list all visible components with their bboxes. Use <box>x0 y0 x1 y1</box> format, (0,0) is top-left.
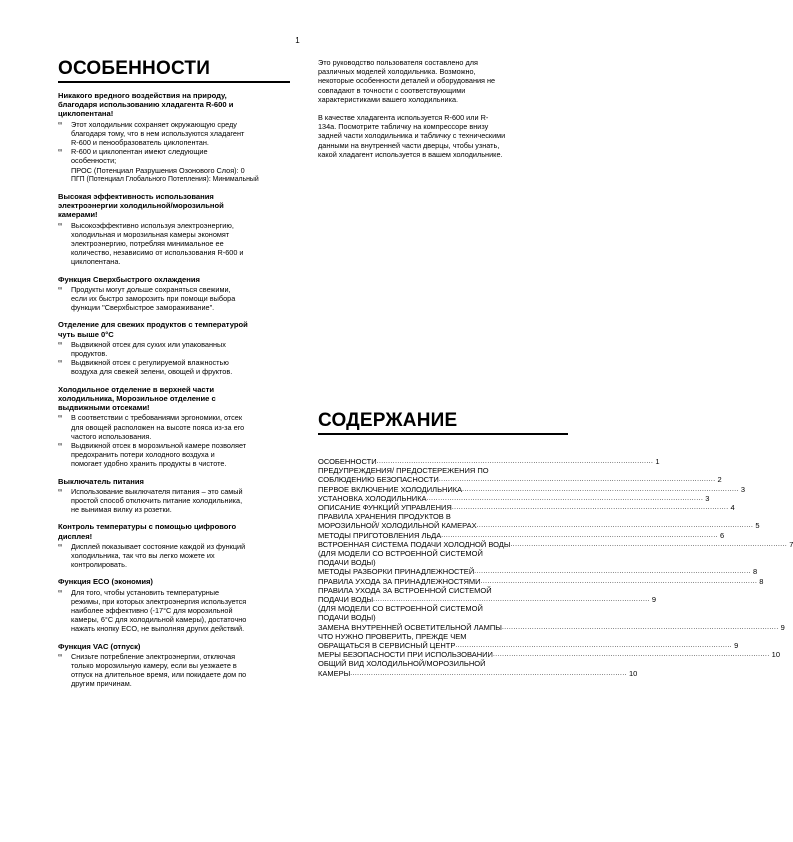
bullet-line: Снизьте потребление электроэнергии, отключая <box>71 651 236 661</box>
feature-title-line: благодаря использованию хладагента R-600 и <box>58 100 234 110</box>
toc-page-number: 4 <box>730 503 735 513</box>
features-heading: ОСОБЕННОСТИ <box>58 58 211 79</box>
feature-title-line: Функция ECO (экономия) <box>58 577 153 587</box>
intro-column <box>318 58 556 168</box>
toc-leader-dots: ........................................................................................................................ <box>376 458 654 465</box>
bullet-item <box>58 441 290 469</box>
features-sections <box>58 91 290 689</box>
intro-line: различных моделей холодильника. Возможно, <box>318 67 476 77</box>
toc-page-number: 8 <box>752 567 758 577</box>
toc-leader-dots: ........................................................................................................................ <box>510 540 788 548</box>
feature-title-line: Функция Сверхбыстрого охлаждения <box>58 274 200 284</box>
feature-title <box>58 642 290 651</box>
feature-title-line: выдвижными отсеками! <box>58 403 150 413</box>
bullet-line: для овощей расположен на высоте пояса из-за его <box>71 422 245 432</box>
toc-last-line <box>318 539 793 549</box>
toc-page-number: 9 <box>651 595 657 605</box>
feature-section <box>58 91 290 184</box>
toc-page-number: 7 <box>789 539 793 549</box>
toc-last-line <box>318 641 739 651</box>
toc-entry <box>318 512 760 531</box>
toc-page-number: 8 <box>759 576 764 586</box>
toc-entry <box>318 622 785 632</box>
toc-leader-dots: ........................................................................................................................ <box>480 577 758 585</box>
toc-entry-text: МЕРЫ БЕЗОПАСНОСТИ ПРИ ИСПОЛЬЗОВАНИИ <box>318 650 493 660</box>
bullet-line: только морозильную камеру, если вы уезжаете в <box>71 660 237 670</box>
toc-entry <box>318 650 781 660</box>
bullet-item <box>58 542 290 570</box>
bullet-line: Выдвижной отсек для сухих или упакованных <box>71 339 226 349</box>
bullet-icon: ∞ <box>58 340 63 347</box>
toc-entry-text: (ДЛЯ МОДЕЛИ СО ВСТРОЕННОЙ СИСТЕМОЙ <box>318 604 483 614</box>
toc-last-line <box>318 622 785 632</box>
toc-leader-dots: ........................................................................................................................ <box>451 504 729 512</box>
bullet-line: циклопентана. <box>71 257 121 267</box>
toc-entry-text: ЗАМЕНА ВНУТРЕННЕЙ ОСВЕТИТЕЛЬНОЙ ЛАМПЫ <box>318 622 502 632</box>
bullet-item <box>58 147 290 165</box>
toc-leader-dots: ........................................................................................................................ <box>426 494 704 502</box>
sub-line: ПГП (Потенциал Глобального Потепления): Минимальный <box>71 175 259 183</box>
toc-leader-dots: ........................................................................................................................ <box>455 642 733 650</box>
bullet-line: Для того, чтобы установить температурные <box>71 587 220 597</box>
toc-last-line <box>318 595 657 605</box>
bullet-line: Этот холодильник сохраняет окружающую среду <box>71 119 237 129</box>
page-number: 1 <box>295 36 300 45</box>
bullet-line: нажать кнопку ECO, не выполняя других действий. <box>71 624 245 634</box>
feature-title-line: чуть выше 0°С <box>58 329 114 339</box>
intro-line: какой хладагент используется в вашем холодильнике. <box>318 149 503 159</box>
toc-entry-text: ОПИСАНИЕ ФУНКЦИЙ УПРАВЛЕНИЯ <box>318 503 452 513</box>
toc-leader-dots: ........................................................................................................................ <box>492 651 770 659</box>
toc-page-number: 2 <box>717 475 722 485</box>
intro-paragraphs <box>318 58 556 159</box>
feature-title-line: Функция VAC (отпуск) <box>58 641 141 651</box>
bullet-line: если их быстро заморозить при помощи выбора <box>71 294 236 304</box>
toc-leader-dots: ........................................................................................................................ <box>438 476 716 484</box>
toc-page-number: 10 <box>771 650 781 660</box>
toc-page-number: 9 <box>734 641 739 651</box>
bullet-item <box>58 285 290 313</box>
toc-entry <box>318 457 660 466</box>
toc-last-line <box>318 576 764 586</box>
feature-title-line: камерами! <box>58 210 98 220</box>
toc-last-line <box>318 567 758 577</box>
bullet-line: электроэнергию, потребляя минимальное ее <box>71 239 224 249</box>
toc-entry-text: ПОДАЧИ ВОДЫ <box>318 595 374 605</box>
bullet-icon: ∞ <box>58 120 63 127</box>
bullet-icon: ∞ <box>58 588 63 595</box>
heading-rule <box>58 81 290 83</box>
toc-leader-dots: ........................................................................................................................ <box>373 596 650 604</box>
toc-last-line <box>318 530 725 540</box>
bullet-line: холодильная и морозильная камеры экономят <box>71 229 230 239</box>
toc-entry-text: ЧТО НУЖНО ПРОВЕРИТЬ, ПРЕЖДЕ ЧЕМ <box>318 631 467 641</box>
feature-title-line: Никакого вредного воздействия на природу, <box>58 91 227 100</box>
toc-entry <box>318 567 758 577</box>
bullet-line: благодаря тому, что в нем используются хладагент <box>71 128 245 138</box>
toc-entry-text: СОБЛЮДЕНИЮ БЕЗОПАСНОСТИ <box>318 475 439 485</box>
toc-entry-text: МЕТОДЫ ПРИГОТОВЛЕНИЯ ЛЬДА <box>318 530 442 540</box>
toc-last-line <box>318 650 781 660</box>
bullet-icon: ∞ <box>58 652 63 659</box>
toc-last-line <box>318 457 660 466</box>
bullet-line: Высокоэффективно используя электроэнергию, <box>71 220 234 230</box>
toc-last-line <box>318 484 746 494</box>
toc-last-line <box>318 503 735 513</box>
toc-entry <box>318 631 739 651</box>
bullet-line: режимы, при которых электроэнергия используется <box>71 596 247 606</box>
toc-leader-dots: ........................................................................................................................ <box>501 623 779 631</box>
toc-entry <box>318 539 793 549</box>
feature-title-line: Выключатель питания <box>58 476 144 486</box>
bullet-line: Выдвижной отсек в морозильной камере позволяет <box>71 440 247 450</box>
bullet-line: Использование выключателя питания – это самый <box>71 486 243 496</box>
toc-entry <box>318 530 725 540</box>
toc-leader-dots: ........................................................................................................................ <box>474 568 751 576</box>
bullet-item <box>58 652 290 689</box>
bullet-line: функции "Сверхбыстрое замораживание". <box>71 303 215 313</box>
feature-section <box>58 522 290 569</box>
feature-title-line: Контроль температуры с помощью цифрового <box>58 522 237 532</box>
intro-line: В качестве хладагента используется R-600 или R- <box>318 113 489 123</box>
toc-entry-text: ВСТРОЕННАЯ СИСТЕМА ПОДАЧИ ХОЛОДНОЙ ВОДЫ <box>318 539 511 549</box>
toc-page-number: 3 <box>705 493 710 503</box>
toc-entry-text: ПРАВИЛА ХРАНЕНИЯ ПРОДУКТОВ В <box>318 512 451 522</box>
feature-section <box>58 477 290 515</box>
intro-line: задней части холодильника и табличку с техническими <box>318 131 506 141</box>
bullet-icon: ∞ <box>58 487 63 494</box>
feature-title-line: Холодильное отделение в верхней части <box>58 384 215 394</box>
bullet-line: простой способ отключить питание холодильника, <box>71 495 243 505</box>
toc-entry <box>318 493 710 503</box>
feature-title-line: Отделение для свежих продуктов с температурой <box>58 320 248 330</box>
toc-last-line <box>318 521 760 531</box>
toc-entry-text: ПОДАЧИ ВОДЫ) <box>318 558 376 568</box>
feature-section <box>58 385 290 469</box>
feature-section <box>58 577 290 633</box>
bullet-item <box>58 340 290 358</box>
feature-title <box>58 320 290 338</box>
contents-heading: СОДЕРЖАНИЕ <box>318 410 458 431</box>
intro-line: характеристиками вашего холодильника. <box>318 94 459 104</box>
intro-line: 134a. Посмотрите табличку на компрессоре внизу <box>318 122 489 132</box>
bullet-line: Продукты могут дольше сохраняться свежими, <box>71 284 231 294</box>
feature-title <box>58 91 290 119</box>
toc-entry <box>318 585 657 605</box>
heading-rule <box>318 433 568 435</box>
toc-last-line <box>318 475 722 485</box>
bullet-line: отпуск на длительное время, или покидаете дом по <box>71 670 247 680</box>
toc-entry <box>318 549 568 567</box>
feature-title-line: холодильника, Морозильное отделение с <box>58 393 216 403</box>
toc-entry-text: МЕТОДЫ РАЗБОРКИ ПРИНАДЛЕЖНОСТЕЙ <box>318 567 475 577</box>
toc-entry <box>318 576 764 586</box>
toc-entry-text: КАМЕРЫ <box>318 668 351 678</box>
toc-entry-text: ПРАВИЛА УХОДА ЗА ПРИНАДЛЕЖНОСТЯМИ <box>318 576 481 586</box>
toc-entry-text: УСТАНОВКА ХОЛОДИЛЬНИКА <box>318 493 427 503</box>
toc-page-number: 1 <box>655 457 660 466</box>
bullet-item <box>58 120 290 148</box>
intro-paragraph <box>318 113 556 159</box>
toc-entry <box>318 659 638 678</box>
toc-entry-text: ОСОБЕННОСТИ <box>318 457 377 466</box>
bullet-item <box>58 358 290 376</box>
feature-title <box>58 275 290 284</box>
feature-title-line: дисплея! <box>58 531 93 541</box>
bullet-line: предохранить потери холодного воздуха и <box>71 450 215 460</box>
feature-title <box>58 577 290 586</box>
bullet-icon: ∞ <box>58 359 63 366</box>
bullet-icon: ∞ <box>58 542 63 549</box>
bullet-item <box>58 588 290 634</box>
bullet-line: не вынимая вилку из розетки. <box>71 505 172 515</box>
bullet-line: В соответствии с требованиями эргономики, отсек <box>71 413 243 423</box>
bullet-icon: ∞ <box>58 221 63 228</box>
toc-entry <box>318 503 735 513</box>
toc-leader-dots: ........................................................................................................................ <box>441 531 718 539</box>
toc-entry-text: МОРОЗИЛЬНОЙ/ ХОЛОДИЛЬНОЙ КАМЕРАХ <box>318 521 477 531</box>
bullet-line: Выдвижной отсек с регулируемой влажностью <box>71 358 229 368</box>
bullet-icon: ∞ <box>58 148 63 155</box>
toc-entry <box>318 466 722 485</box>
toc-entry-text: ОБЩИЙ ВИД ХОЛОДИЛЬНОЙ/МОРОЗИЛЬНОЙ <box>318 659 486 669</box>
intro-line: некоторые особенности деталей и оборудования не <box>318 76 496 86</box>
intro-line: данными на внутренней части дверцы, чтобы узнать, <box>318 140 500 150</box>
bullet-line: количество, независимо от использования R-600 и <box>71 248 244 258</box>
intro-line: Это руководство пользователя составлено для <box>318 58 478 67</box>
feature-title-line: циклопентана! <box>58 109 114 119</box>
bullet-line: другим причинам. <box>71 679 132 689</box>
toc-entry-text: ОБРАЩАТЬСЯ В СЕРВИСНЫЙ ЦЕНТР <box>318 641 456 651</box>
contents-block <box>318 410 793 678</box>
toc-last-line <box>318 668 638 678</box>
toc-entry-text: ПРАВИЛА УХОДА ЗА ВСТРОЕННОЙ СИСТЕМОЙ <box>318 585 492 595</box>
bullet-line: R-600 и циклопентан имеют следующие <box>71 147 208 157</box>
bullet-line: продуктов. <box>71 349 108 359</box>
toc-entry-text: ПРЕДУПРЕЖДЕНИЯ/ ПРЕДОСТЕРЕЖЕНИЯ ПО <box>318 466 489 476</box>
bullet-line: особенности; <box>71 156 117 166</box>
bullet-line: холодильника, так что вы легко можете их <box>71 550 215 560</box>
feature-title <box>58 385 290 413</box>
bullet-item <box>58 221 290 267</box>
toc-page-number: 5 <box>755 521 760 531</box>
bullet-icon: ∞ <box>58 441 63 448</box>
toc-entry-text: ПЕРВОЕ ВКЛЮЧЕНИЕ ХОЛОДИЛЬНИКА <box>318 484 463 494</box>
bullet-item <box>58 487 290 515</box>
bullet-line: воздуха для свежей зелени, овощей и фруктов. <box>71 367 233 377</box>
bullet-icon: ∞ <box>58 285 63 292</box>
table-of-contents <box>318 457 793 678</box>
bullet-line: R-600 и пенообразователь циклопентан. <box>71 138 209 148</box>
feature-title-line: электроэнергии холодильной/морозильной <box>58 201 224 211</box>
toc-leader-dots: ........................................................................................................................ <box>476 522 754 530</box>
feature-title <box>58 192 290 220</box>
toc-page-number: 9 <box>780 622 785 632</box>
intro-line: совпадают в точности с соответствующими <box>318 85 466 95</box>
toc-entry <box>318 604 568 622</box>
bullet-line: камеры, 6°С для холодильной камеры), достаточно <box>71 615 247 625</box>
bullet-line: помогает удобно хранить продукты в чистоте. <box>71 459 227 469</box>
toc-entry <box>318 484 746 494</box>
feature-section <box>58 192 290 267</box>
toc-entry-text: (ДЛЯ МОДЕЛИ СО ВСТРОЕННОЙ СИСТЕМОЙ <box>318 549 483 559</box>
bullet-line: Дисплей показывает состояние каждой из функций <box>71 541 246 551</box>
toc-page-number: 6 <box>719 530 725 540</box>
toc-page-number: 3 <box>740 484 746 494</box>
toc-leader-dots: ........................................................................................................................ <box>350 669 627 677</box>
bullet-line: частого использования. <box>71 431 152 441</box>
bullet-line: контролировать. <box>71 560 127 570</box>
feature-section <box>58 275 290 313</box>
toc-entry-text: ПОДАЧИ ВОДЫ) <box>318 613 376 623</box>
feature-section <box>58 320 290 376</box>
bullet-line: наиболее эффективно (-17°С для морозильной <box>71 605 233 615</box>
bullet-icon: ∞ <box>58 414 63 421</box>
intro-paragraph <box>318 58 556 104</box>
sub-line: ПРОС (Потенциал Разрушения Озонового Слоя): 0 <box>71 165 245 175</box>
feature-section <box>58 642 290 689</box>
toc-leader-dots: ........................................................................................................................ <box>462 485 739 493</box>
feature-title-line: Высокая эффективность использования <box>58 192 214 202</box>
feature-title <box>58 522 290 540</box>
toc-page-number: 10 <box>628 668 638 678</box>
toc-last-line <box>318 493 710 503</box>
bullet-item <box>58 413 290 441</box>
features-column <box>58 58 290 689</box>
feature-title <box>58 477 290 486</box>
